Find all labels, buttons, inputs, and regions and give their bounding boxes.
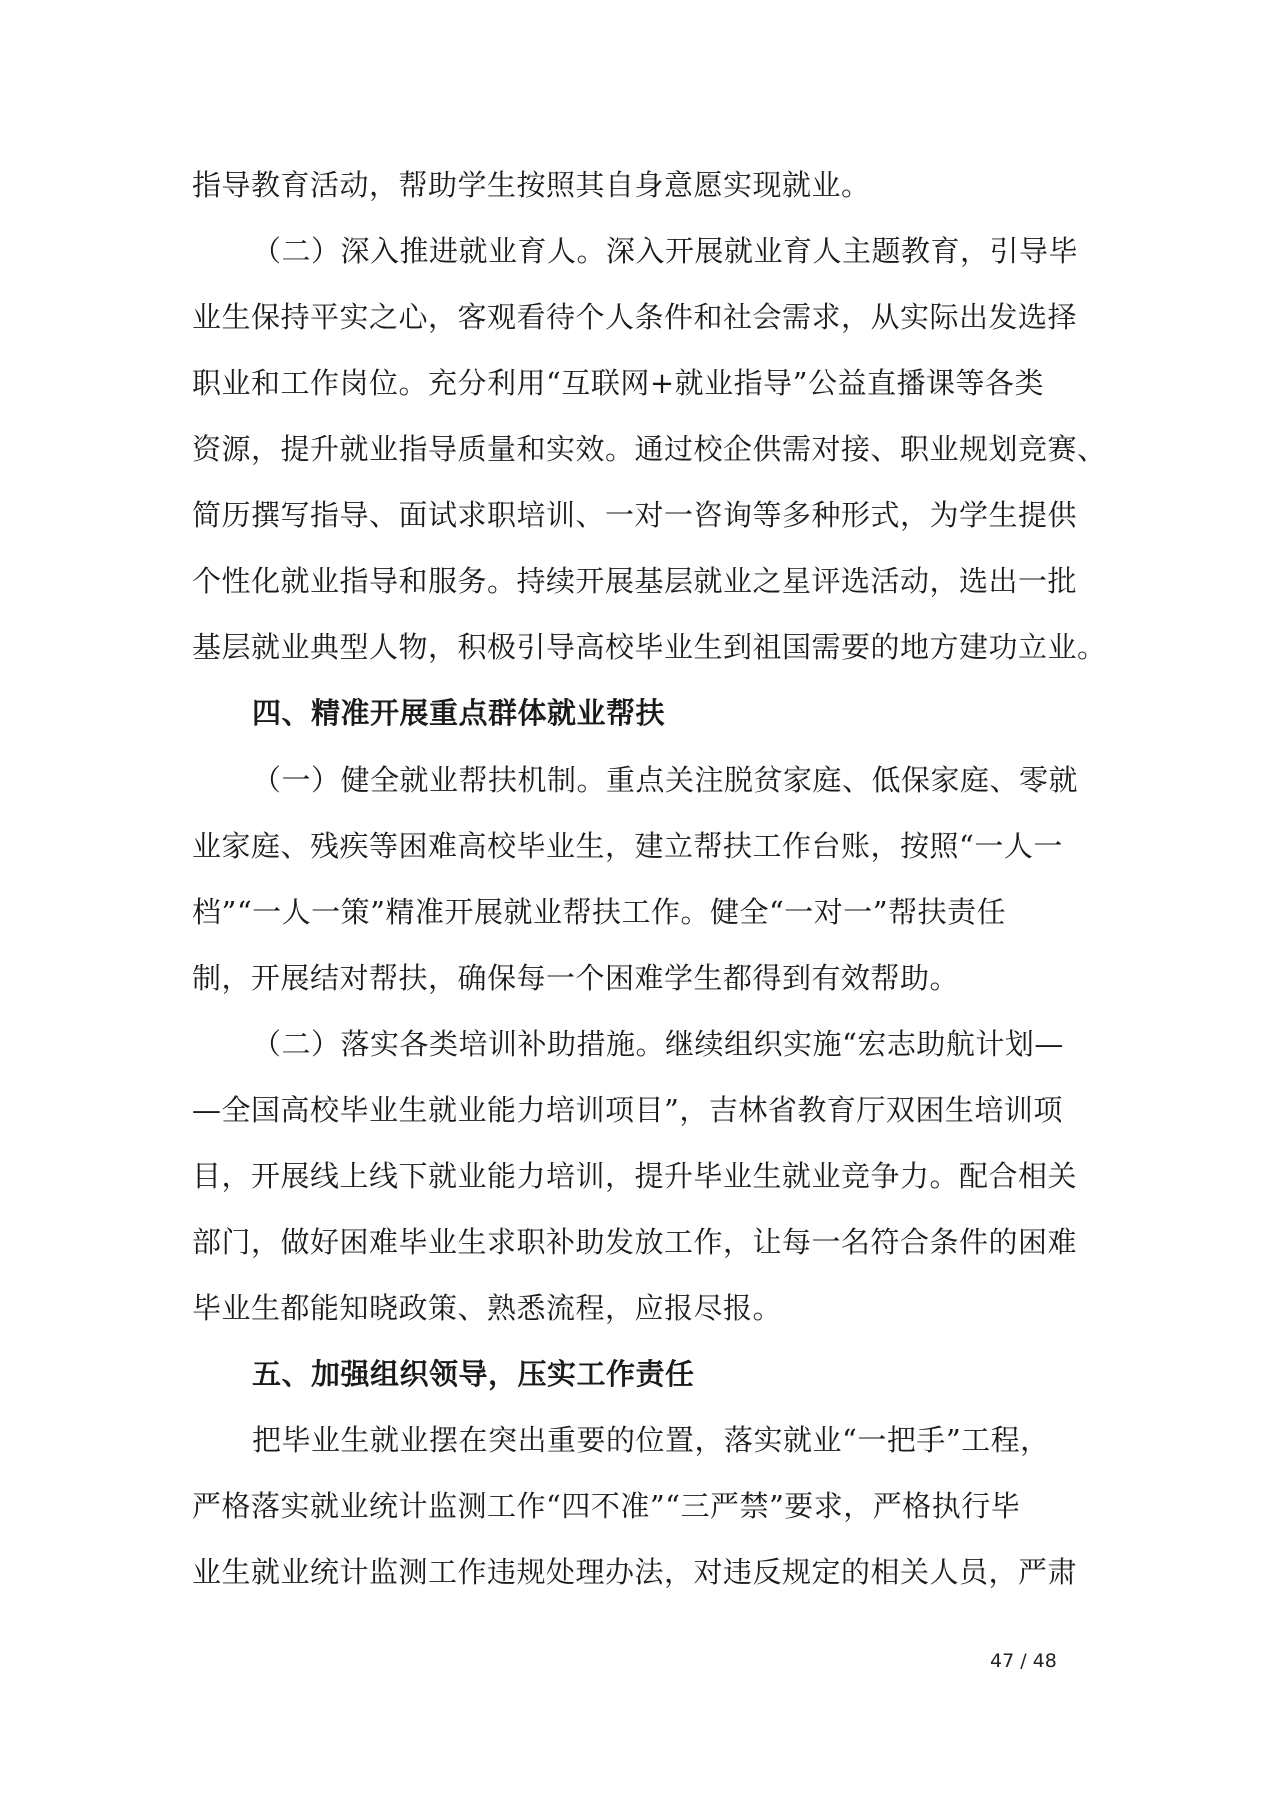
- text-line: 毕业生都能知晓政策、熟悉流程，应报尽报。: [192, 1291, 783, 1325]
- text-line: 制，开展结对帮扶，确保每一个困难学生都得到有效帮助。: [192, 961, 960, 995]
- section-heading: 五、加强组织领导，压实工作责任: [252, 1357, 695, 1391]
- text-line: 把毕业生就业摆在突出重要的位置，落实就业“一把手”工程，: [252, 1423, 1050, 1457]
- text-line: 目，开展线上线下就业能力培训，提升毕业生就业竞争力。配合相关: [192, 1159, 1078, 1193]
- text-line: （一）健全就业帮扶机制。重点关注脱贫家庭、低保家庭、零就: [252, 763, 1079, 797]
- text-line: 业生就业统计监测工作违规处理办法，对违反规定的相关人员，严肃: [192, 1555, 1078, 1589]
- text-line: 个性化就业指导和服务。持续开展基层就业之星评选活动，选出一批: [192, 564, 1078, 598]
- text-line: （二）落实各类培训补助措施。继续组织实施“宏志助航计划—: [252, 1027, 1064, 1061]
- section-heading: 四、精准开展重点群体就业帮扶: [252, 696, 666, 730]
- page-number: 47 / 48: [990, 1650, 1057, 1672]
- text-line: —全国高校毕业生就业能力培训项目”，吉林省教育厅双困生培训项: [192, 1093, 1063, 1127]
- text-line: 档”“一人一策”精准开展就业帮扶工作。健全“一对一”帮扶责任: [192, 895, 1007, 929]
- text-line: 基层就业典型人物，积极引导高校毕业生到祖国需要的地方建功立业。: [192, 630, 1107, 664]
- text-line: 严格落实就业统计监测工作“四不准”“三严禁”要求，严格执行毕: [192, 1489, 1021, 1523]
- text-line: 业生保持平实之心，客观看待个人条件和社会需求，从实际出发选择: [192, 300, 1078, 334]
- text-line: 部门，做好困难毕业生求职补助发放工作，让每一名符合条件的困难: [192, 1225, 1078, 1259]
- text-line: （二）深入推进就业育人。深入开展就业育人主题教育，引导毕: [252, 234, 1079, 268]
- text-line: 职业和工作岗位。充分利用“互联网+就业指导”公益直播课等各类: [192, 366, 1044, 400]
- text-line: 简历撰写指导、面试求职培训、一对一咨询等多种形式，为学生提供: [192, 498, 1078, 532]
- text-line: 资源，提升就业指导质量和实效。通过校企供需对接、职业规划竞赛、: [192, 432, 1107, 466]
- text-line: 指导教育活动，帮助学生按照其自身意愿实现就业。: [192, 168, 871, 202]
- text-line: 业家庭、残疾等困难高校毕业生，建立帮扶工作台账，按照“一人一: [192, 829, 1063, 863]
